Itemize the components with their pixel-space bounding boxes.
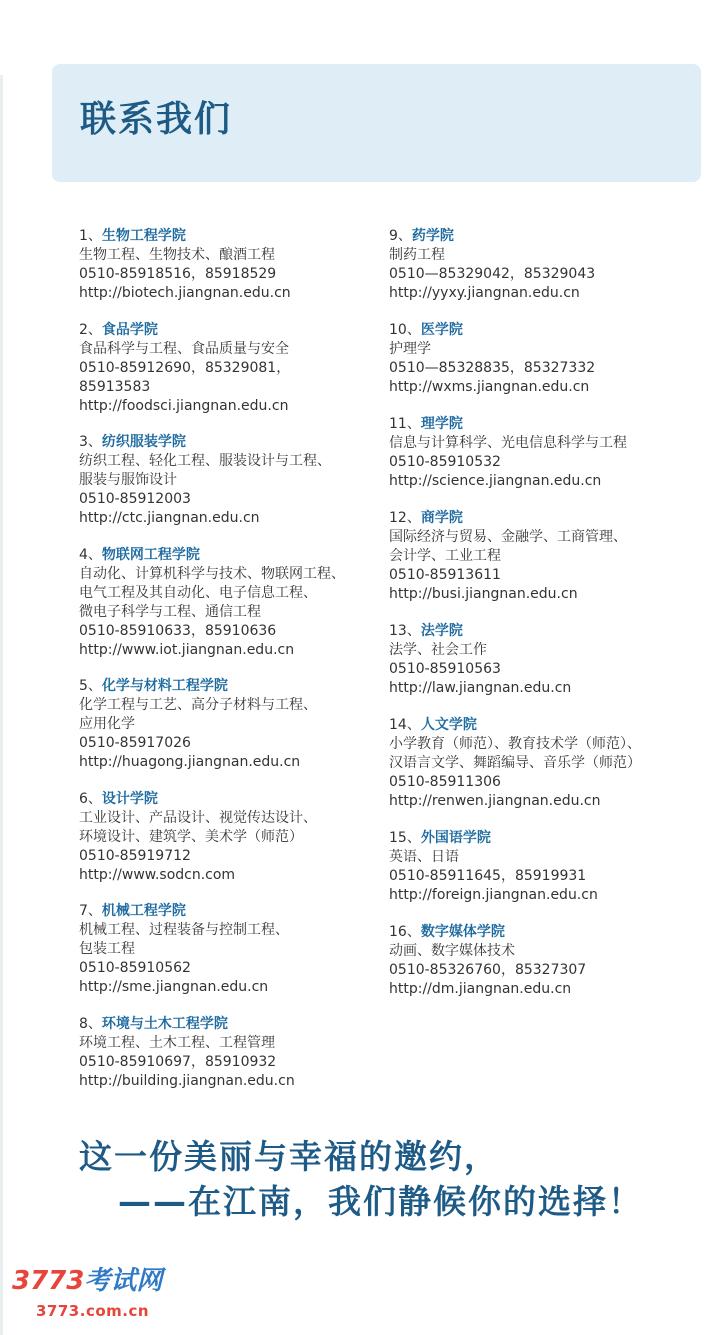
school-detail-line: 机械工程、过程装备与控制工程、 — [79, 922, 289, 938]
school-heading — [79, 546, 379, 565]
school-website-link[interactable]: http://yyxy.jiangnan.edu.cn — [389, 285, 580, 301]
school-website-link[interactable]: http://building.jiangnan.edu.cn — [79, 1072, 295, 1089]
school-detail-line: 0510-85912003 — [79, 491, 191, 507]
school-detail-line: 信息与计算科学、光电信息科学与工程 — [389, 435, 627, 451]
school-number: 8、 — [79, 1015, 102, 1032]
school-website-link[interactable]: http://law.jiangnan.edu.cn — [389, 680, 572, 696]
school-heading — [389, 716, 689, 735]
school-detail-line: 微电子科学与工程、通信工程 — [79, 603, 261, 620]
school-entry — [79, 790, 379, 885]
school-heading — [79, 227, 379, 246]
school-name: 生物工程学院 — [101, 228, 186, 244]
school-name: 环境与土木工程学院 — [101, 1015, 228, 1032]
school-detail-line: 工业设计、产品设计、视觉传达设计、 — [79, 809, 317, 826]
school-detail-line: 汉语言文学、舞蹈编导、音乐学（师范） — [389, 755, 641, 771]
school-detail-line: 0510-85911306 — [389, 774, 501, 790]
school-heading — [389, 923, 689, 942]
school-detail-line: 0510-85326760，85327307 — [389, 962, 587, 978]
school-name: 物联网工程学院 — [101, 546, 200, 563]
school-entry — [389, 415, 689, 491]
school-detail-line: 0510-85910563 — [389, 661, 501, 677]
school-heading — [79, 902, 379, 921]
school-detail-line: 自动化、计算机科学与技术、物联网工程、 — [79, 565, 345, 582]
school-website-link[interactable]: http://biotech.jiangnan.edu.cn — [79, 285, 291, 301]
school-detail-line: 生物工程、生物技术、酿酒工程 — [79, 247, 275, 263]
school-number: 13、 — [389, 623, 421, 639]
school-detail-line: 0510-85910562 — [79, 960, 191, 976]
school-detail-line: 服装与服饰设计 — [79, 472, 177, 488]
school-detail-line: 0510-85918516，85918529 — [79, 266, 277, 282]
school-detail-line: 85913583 — [79, 378, 151, 395]
school-detail-line: 化学工程与工艺、高分子材料与工程、 — [79, 697, 317, 713]
school-heading — [389, 415, 689, 434]
school-detail-line: 小学教育（师范）、教育技术学（师范）、 — [389, 736, 641, 752]
slogan-line-2: ——在江南，我们静候你的选择！ — [118, 1182, 643, 1221]
school-detail-line: 会计学、工业工程 — [389, 548, 501, 564]
school-name: 人文学院 — [420, 717, 477, 733]
school-detail-line: 0510-85911645，85919931 — [389, 868, 587, 884]
school-detail-line: 纺织工程、轻化工程、服装设计与工程、 — [79, 453, 331, 469]
school-detail-line: 0510—85328835，85327332 — [389, 360, 596, 376]
school-name: 化学与材料工程学院 — [101, 678, 228, 694]
logo-url: 3773.com.cn — [36, 1302, 150, 1320]
school-entry — [389, 923, 689, 999]
school-heading — [389, 227, 689, 246]
school-heading — [79, 321, 379, 340]
school-name: 外国语学院 — [420, 830, 491, 846]
school-detail-line: 动画、数字媒体技术 — [389, 943, 515, 959]
school-website-link[interactable]: http://foreign.jiangnan.edu.cn — [389, 887, 598, 903]
school-detail-line: 0510-85910697，85910932 — [79, 1053, 277, 1070]
school-website-link[interactable]: http://science.jiangnan.edu.cn — [389, 473, 602, 489]
school-heading — [79, 433, 379, 452]
school-name: 数字媒体学院 — [420, 924, 505, 940]
school-website-link[interactable]: http://wxms.jiangnan.edu.cn — [389, 379, 590, 395]
school-entry — [79, 321, 379, 416]
right-column — [389, 227, 689, 1017]
school-entry — [389, 829, 689, 905]
school-number: 7、 — [79, 903, 102, 919]
school-number: 12、 — [389, 510, 421, 526]
school-name: 商学院 — [420, 510, 463, 526]
school-number: 16、 — [389, 924, 421, 940]
school-name: 医学院 — [420, 322, 463, 338]
school-heading — [389, 622, 689, 641]
school-heading — [79, 677, 379, 696]
school-name: 食品学院 — [101, 321, 158, 338]
school-detail-line: 食品科学与工程、食品质量与安全 — [79, 340, 289, 357]
school-entry — [79, 677, 379, 772]
school-number: 5、 — [79, 678, 102, 694]
school-detail-line: 0510-85910532 — [389, 454, 501, 470]
school-name: 法学院 — [420, 623, 463, 639]
school-number: 11、 — [389, 416, 421, 432]
school-detail-line: 0510-85917026 — [79, 735, 191, 751]
school-website-link[interactable]: http://dm.jiangnan.edu.cn — [389, 981, 572, 997]
school-detail-line: 0510-85912690，85329081， — [79, 359, 291, 376]
school-name: 机械工程学院 — [101, 903, 186, 919]
school-website-link[interactable]: http://huagong.jiangnan.edu.cn — [79, 754, 301, 770]
left-edge-strip — [0, 75, 3, 1335]
school-entry — [79, 1015, 379, 1091]
school-detail-line: 包装工程 — [79, 941, 135, 957]
school-website-link[interactable]: http://sme.jiangnan.edu.cn — [79, 979, 269, 995]
school-detail-line: 制药工程 — [389, 247, 445, 263]
school-detail-line: 0510-85919712 — [79, 847, 191, 864]
school-website-link[interactable]: http://renwen.jiangnan.edu.cn — [389, 793, 601, 809]
school-detail-line: 0510-85910633，85910636 — [79, 622, 277, 639]
school-heading — [79, 1015, 379, 1034]
school-number: 15、 — [389, 830, 421, 846]
school-website-link[interactable]: http://busi.jiangnan.edu.cn — [389, 586, 578, 602]
school-name: 纺织服装学院 — [101, 434, 186, 450]
school-number: 2、 — [79, 321, 102, 338]
school-detail-line: 国际经济与贸易、金融学、工商管理、 — [389, 529, 627, 545]
school-detail-line: 法学、社会工作 — [389, 642, 487, 658]
school-detail-line: 环境工程、土木工程、工程管理 — [79, 1034, 275, 1051]
school-detail-line: 英语、日语 — [389, 849, 459, 865]
school-entry — [389, 622, 689, 698]
school-entry — [389, 227, 689, 303]
school-heading — [389, 829, 689, 848]
school-entry — [79, 546, 379, 660]
school-number: 3、 — [79, 434, 102, 450]
school-name: 理学院 — [420, 416, 463, 432]
school-website-link[interactable]: http://www.sodcn.com — [79, 866, 236, 883]
page-title: 联系我们 — [80, 99, 233, 140]
school-detail-line: 环境设计、建筑学、美术学（师范） — [79, 828, 303, 845]
school-detail-line: 电气工程及其自动化、电子信息工程、 — [79, 584, 317, 601]
logo-number: 3773 — [12, 1266, 85, 1296]
school-heading — [389, 509, 689, 528]
school-name: 药学院 — [411, 228, 454, 244]
school-heading — [79, 790, 379, 809]
school-entry — [389, 321, 689, 397]
school-entry — [79, 902, 379, 997]
site-logo — [12, 1268, 162, 1294]
school-number: 6、 — [79, 790, 102, 807]
school-website-link[interactable]: http://foodsci.jiangnan.edu.cn — [79, 397, 289, 414]
school-number: 1、 — [79, 228, 102, 244]
school-number: 4、 — [79, 546, 102, 563]
slogan-line-1: 这一份美丽与幸福的邀约， — [79, 1137, 499, 1176]
school-detail-line: 0510—85329042，85329043 — [389, 266, 596, 282]
school-number: 9、 — [389, 228, 412, 244]
school-detail-line: 0510-85913611 — [389, 567, 501, 583]
school-entry — [79, 433, 379, 528]
school-number: 10、 — [389, 322, 421, 338]
logo-word: 考试网 — [84, 1266, 163, 1296]
school-entry — [389, 509, 689, 604]
school-entry — [79, 227, 379, 303]
school-name: 设计学院 — [101, 790, 158, 807]
school-heading — [389, 321, 689, 340]
school-detail-line: 应用化学 — [79, 716, 135, 732]
left-column — [79, 227, 379, 1108]
school-website-link[interactable]: http://ctc.jiangnan.edu.cn — [79, 510, 260, 526]
school-number: 14、 — [389, 717, 421, 733]
school-website-link[interactable]: http://www.iot.jiangnan.edu.cn — [79, 641, 295, 658]
school-detail-line: 护理学 — [389, 341, 431, 357]
school-entry — [389, 716, 689, 811]
